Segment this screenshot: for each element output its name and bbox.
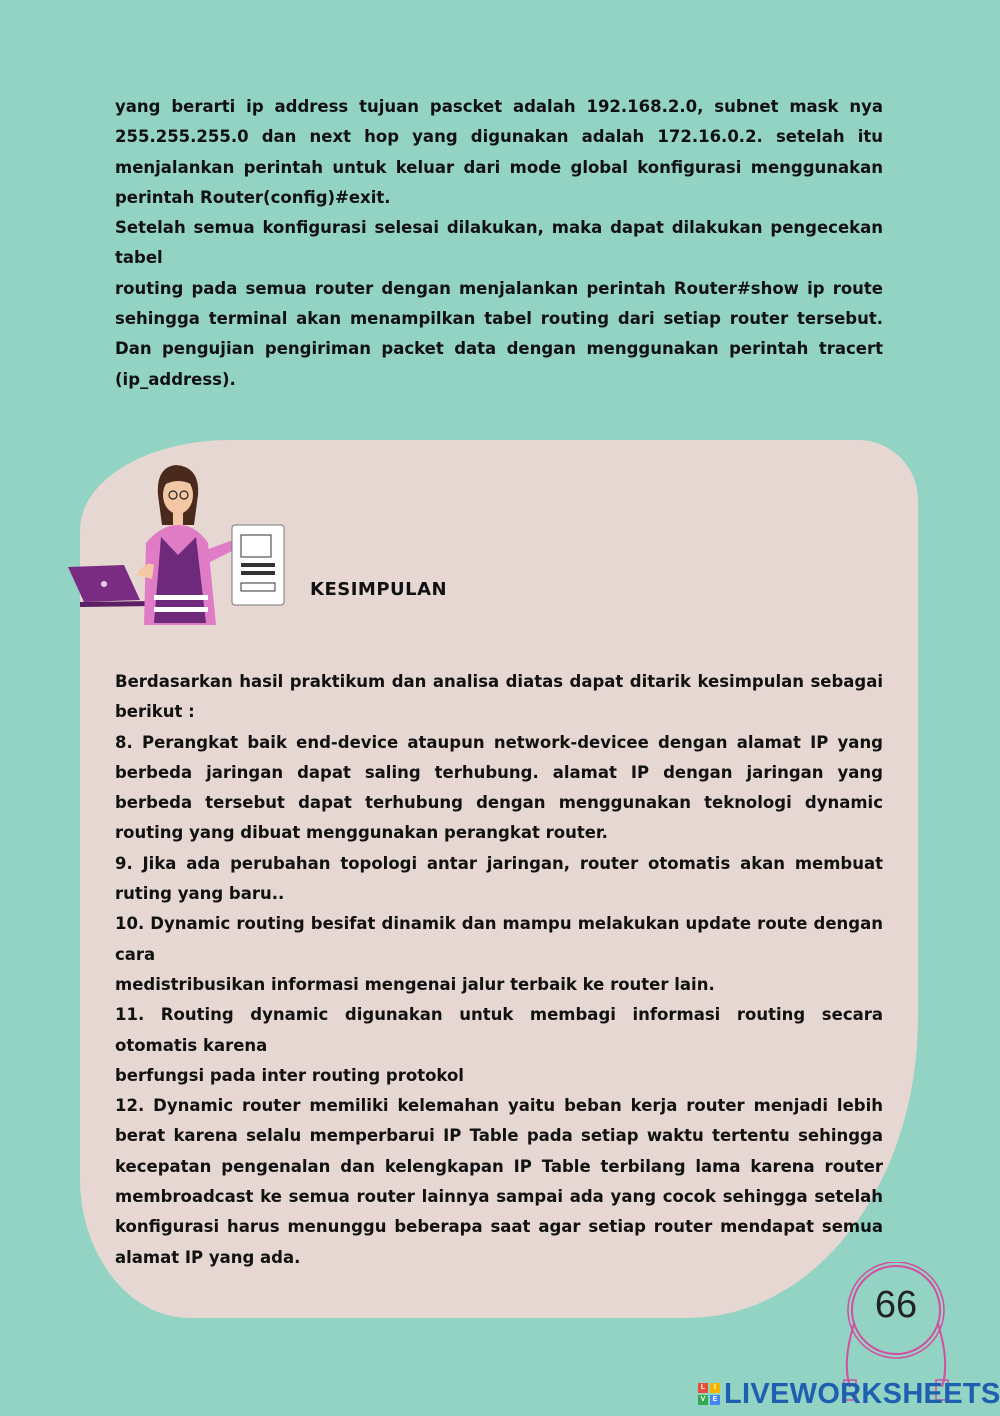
page-number: 66 xyxy=(874,1284,918,1326)
conclusion-paragraph: 12. Dynamic router memiliki kelemahan yaitu beban kerja router menjadi lebih berat karena selalu memperbarui IP Table pada setiap waktu tertentu sehingga kecepatan pengenalan dan kelengkapan IP Table terbilang lama karena router membroadcast ke semua router lainnya sampai ada yang cocok sehingga setelah konfigurasi harus menunggu beberapa saat agar setiap router mendapat semua alamat IP yang ada. xyxy=(115,1096,883,1267)
logo-letter: V xyxy=(698,1395,708,1405)
conclusion-text xyxy=(115,667,883,1273)
conclusion-paragraph: berfungsi pada inter routing protokol xyxy=(115,1065,464,1085)
section-title-kesimpulan: KESIMPULAN xyxy=(310,579,448,600)
woman-with-laptop-illustration xyxy=(66,455,296,630)
logo-letter: E xyxy=(710,1395,720,1405)
liveworksheets-logo-icon xyxy=(698,1383,720,1405)
liveworksheets-brand xyxy=(698,1376,1000,1412)
conclusion-paragraph: 8. Perangkat baik end-device ataupun network-devicee dengan alamat IP yang berbeda jaringan dapat saling terhubung. alamat IP dengan jaringan yang berbeda tersebut dapat terhubung dengan menggunakan teknologi dynamic routing yang dibuat menggunakan perangkat router. xyxy=(115,732,883,843)
logo-letter: I xyxy=(710,1383,720,1393)
conclusion-paragraph: 9. Jika ada perubahan topologi antar jaringan, router otomatis akan membuat ruting yang baru.. xyxy=(115,853,883,904)
intro-paragraph: routing pada semua router dengan menjalankan perintah Router#show ip route sehingga terminal akan menampilkan tabel routing dari setiap router tersebut. Dan pengujian pengiriman packet data dengan menggunakan perintah tracert (ip_address). xyxy=(115,278,883,389)
intro-paragraph: yang berarti ip address tujuan pascket adalah 192.168.2.0, subnet mask nya 255.255.255.0 dan next hop yang digunakan adalah 172.16.0.2. setelah itu menjalankan perintah untuk keluar dari mode global konfigurasi menggunakan perintah Router(config)#exit. xyxy=(115,97,883,207)
conclusion-paragraph: Berdasarkan hasil praktikum dan analisa diatas dapat ditarik kesimpulan sebagai berikut : xyxy=(115,672,883,722)
intro-text xyxy=(115,92,883,395)
conclusion-paragraph: medistribusikan informasi mengenai jalur terbaik ke router lain. xyxy=(115,974,715,994)
conclusion-paragraph: 11. Routing dynamic digunakan untuk membagi informasi routing secara otomatis karena xyxy=(115,1005,883,1055)
brand-name: LIVEWORKSHEETS xyxy=(724,1377,1000,1410)
intro-paragraph: Setelah semua konfigurasi selesai dilakukan, maka dapat dilakukan pengecekan tabel xyxy=(115,218,883,268)
conclusion-paragraph: 10. Dynamic routing besifat dinamik dan mampu melakukan update route dengan cara xyxy=(115,914,883,964)
logo-letter: L xyxy=(698,1383,708,1393)
